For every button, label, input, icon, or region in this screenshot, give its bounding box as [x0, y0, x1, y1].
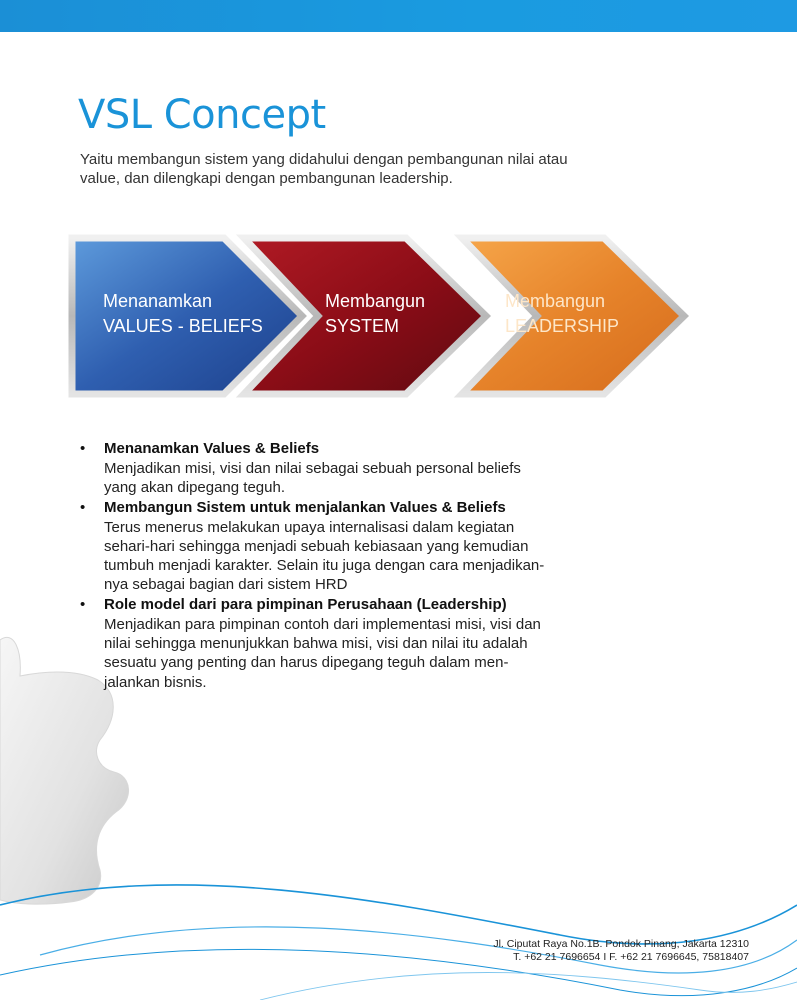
bullet-body: Terus menerus melakukan upaya internalisasi dalam kegiatan sehari-hari sehingga menjadi sebuah kebiasaan yang kemudian tumbuh menjadi karakter. Selain itu juga dengan cara menjadikan- nya sebagai bagian dari sistem HRD [104, 518, 545, 594]
bullet-dot-icon: • [80, 595, 86, 613]
bullet-dot-icon: • [80, 498, 86, 516]
bullet-dot-icon: • [80, 440, 86, 457]
process-2-line2: SYSTEM [325, 316, 400, 336]
process-3-line2: LEADERSHIP [505, 316, 620, 336]
process-3-line1: Membangun [505, 291, 606, 311]
process-1-line2: VALUES - BELIEFS [103, 316, 263, 336]
address-line: Jl. Ciputat Raya No.1B. Pondok Pinang, Jakarta 12310 [493, 938, 749, 950]
bullet-item [80, 498, 600, 595]
process-1-line1: Menanamkan [103, 291, 213, 311]
process-2-line1: Membangun [325, 291, 426, 311]
bullet-heading: Menanamkan Values & Beliefs [104, 440, 320, 457]
bullet-list [80, 439, 600, 692]
footer-address [493, 938, 749, 964]
bullet-heading: Membangun Sistem untuk menjalankan Values & Beliefs [104, 498, 506, 516]
page-title: VSL Concept [78, 92, 326, 138]
bullet-body: Menjadikan misi, visi dan nilai sebagai sebuah personal beliefs yang akan dipegang teguh. [104, 460, 521, 497]
bullet-item [80, 439, 600, 498]
bullet-body: Menjadikan para pimpinan contoh dari implementasi misi, visi dan nilai sehingga menunjukkan bahwa misi, visi dan nilai itu adalah sesuatu yang penting dan harus dipegang teguh dalam men- jalankan bisnis. [104, 615, 541, 691]
bullet-item [80, 595, 600, 692]
contact-line: T. +62 21 7696654 I F. +62 21 7696645, 75818407 [513, 951, 749, 963]
bullet-heading: Role model dari para pimpinan Perusahaan (Leadership) [104, 595, 507, 613]
intro-text: Yaitu membangun sistem yang didahului dengan pembangunan nilai atau value, dan dilengkapi dengan pembangunan leadership. [80, 151, 568, 187]
